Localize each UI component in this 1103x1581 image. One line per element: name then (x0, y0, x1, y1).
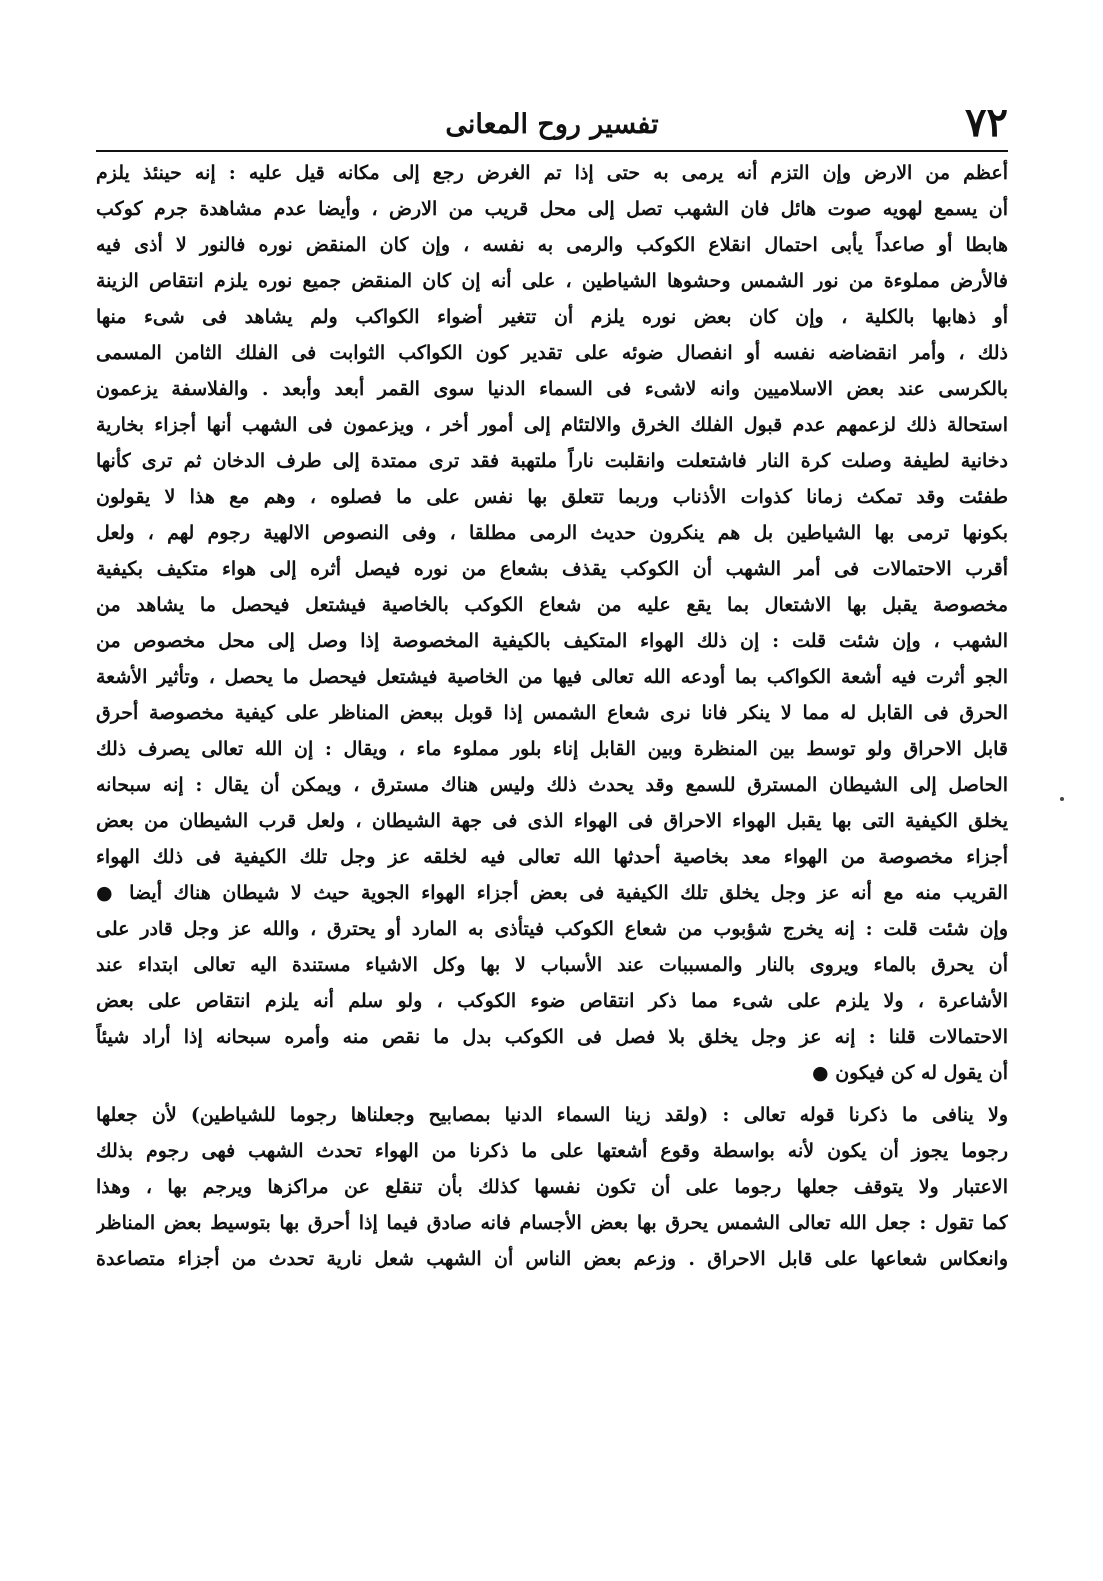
text-line: بكونها ترمى بها الشياطين بل هم ينكرون حديث الرمى مطلقا ، وفى النصوص الالهية رجوم لهم ، ولعل (96, 522, 1008, 544)
text-line: قابل الاحراق ولو توسط بين المنظرة وبين القابل إناء بلور مملوء ماء ، ويقال : إن الله تعالى يصرف ذلك (96, 738, 1008, 760)
text-line: أجزاء مخصوصة من الهواء معد بخاصية أحدثها الله تعالى فيه لخلقه عز وجل تلك الكيفية فى ذلك الهواء (96, 846, 1008, 868)
text-line: دخانية لطيفة وصلت كرة النار فاشتعلت وانقلبت ناراً ملتهبة فقد ترى ممتدة إلى طرف الدخان ثم ترى كأنها (96, 450, 1008, 472)
header-rule (96, 150, 1008, 152)
text-line: ذلك ، وأمر انقضاضه نفسه أو انفصال ضوئه على تقدير كون الكواكب الثوابت فى الفلك الثامن المسمى (96, 342, 1008, 364)
text-line: طفئت وقد تمكث زمانا كذوات الأذناب وربما تتعلق بها نفس على ما فصلوه ، وهم مع هذا لا يقولون (96, 486, 1008, 508)
text-line: أن يسمع لهويه صوت هائل فان الشهب تصل إلى محل قريب من الارض ، وأيضا عدم مشاهدة جرم كوكب (96, 198, 1008, 220)
text-line: فالأرض مملوءة من نور الشمس وحشوها الشياطين ، على أنه إن كان المنقض جميع نوره يلزم انتقاص الزينة (96, 270, 1008, 292)
page-header (96, 100, 1008, 150)
text-line: ولا ينافى ما ذكرنا قوله تعالى : (ولقد زينا السماء الدنيا بمصابيح وجعلناها رجوما للشياطين) لأن جعلها (96, 1104, 1008, 1126)
text-line: وإن شئت قلت : إنه يخرج شؤبوب من شعاع الكوكب فيتأذى به المارد أو يحترق ، والله عز وجل قادر على (96, 918, 1008, 940)
running-title: تفسير روح المعانى (445, 109, 659, 140)
text-line: كما تقول : جعل الله تعالى الشمس يحرق بها بعض الأجسام فانه صادق فيما إذا أحرق بها بتوسيط بعض المناظر (96, 1212, 1008, 1234)
text-line: استحالة ذلك لزعمهم عدم قبول الفلك الخرق والالتئام إلى أمور أخر ، ويزعمون فى الشهب أنها أجزاء بخارية (96, 414, 1008, 436)
text-line: أعظم من الارض وإن التزم أنه يرمى به حتى إذا تم الغرض رجع إلى مكانه قيل عليه : إنه حينئذ يلزم (96, 162, 1008, 184)
commentary-text (96, 155, 1008, 1277)
text-line: الشهب ، وإن شئت قلت : إن ذلك الهواء المتكيف بالكيفية المخصوصة إذا وصل إلى محل مخصوص من (96, 630, 1008, 652)
text-line: الحرق فى القابل له مما لا ينكر فانا نرى شعاع الشمس إذا قوبل ببعض المناظر على كيفية مخصوصة أحرق (96, 702, 1008, 724)
text-line: وانعكاس شعاعها على قابل الاحراق . وزعم بعض الناس أن الشهب شعل نارية تحدث من أجزاء متصاعدة (96, 1248, 1008, 1270)
text-line: أن يقول له كن فيكون ● (812, 1062, 1008, 1084)
scan-speck (1060, 797, 1064, 801)
text-line: الجو أثرت فيه أشعة الكواكب بما أودعه الله تعالى فيها من الخاصية فيشتعل فيحصل ما يحصل ، وتأثير الأشعة (96, 666, 1008, 688)
text-line: الاعتبار ولا يتوقف جعلها رجوما على أن تكون نفسها كذلك بأن تنقلع عن مراكزها ويرجم بها ، وهذا (96, 1176, 1008, 1198)
text-line: الحاصل إلى الشيطان المسترق للسمع وقد يحدث ذلك وليس هناك مسترق ، ويمكن أن يقال : إنه سبحانه (96, 774, 1008, 796)
text-line: مخصوصة يقبل بها الاشتعال بما يقع عليه من شعاع الكوكب بالخاصية فيشتعل فيحصل ما يشاهد من (96, 594, 1008, 616)
text-line: بالكرسى عند بعض الاسلاميين وانه لاشىء فى السماء الدنيا سوى القمر أبعد وأبعد . والفلاسفة يزعمون (96, 378, 1008, 400)
page-number: ٧٢ (965, 99, 1008, 146)
text-line: يخلق الكيفية التى بها يقبل الهواء الاحراق فى الهواء الذى فى جهة الشيطان ، ولعل قرب الشيطان من بعض (96, 810, 1008, 832)
text-line: أقرب الاحتمالات فى أمر الشهب أن الكوكب يقذف بشعاع من نوره فيصل أثره إلى هواء متكيف بكيفية (96, 558, 1008, 580)
text-line: رجوما يجوز أن يكون لأنه بواسطة وقوع أشعتها على ما ذكرنا من الهواء تحدث الشهب فهى رجوم بذلك (96, 1140, 1008, 1162)
text-line: الأشاعرة ، ولا يلزم على شىء مما ذكر انتقاص ضوء الكوكب ، ولو سلم أنه يلزم انتقاص على بعض (96, 990, 1008, 1012)
text-line: القريب منه مع أنه عز وجل يخلق تلك الكيفية فى بعض أجزاء الهواء الجوية حيث لا شيطان هناك أيضا ● (96, 882, 1008, 904)
text-line: أن يحرق بالماء ويروى بالنار والمسببات عند الأسباب لا بها وكل الاشياء مستندة اليه تعالى ابتداء عند (96, 954, 1008, 976)
text-line: الاحتمالات قلنا : إنه عز وجل يخلق بلا فصل فى الكوكب بدل ما نقص منه وأمره سبحانه إذا أراد شيئاً (96, 1026, 1008, 1048)
text-line: هابطا أو صاعداً يأبى احتمال انقلاع الكوكب والرمى به نفسه ، وإن كان المنقض نوره فالنور لا أذى فيه (96, 234, 1008, 256)
text-line: أو ذهابها بالكلية ، وإن كان بعض نوره يلزم أن تتغير أضواء الكواكب ولم يشاهد فى شىء منها (96, 306, 1008, 328)
